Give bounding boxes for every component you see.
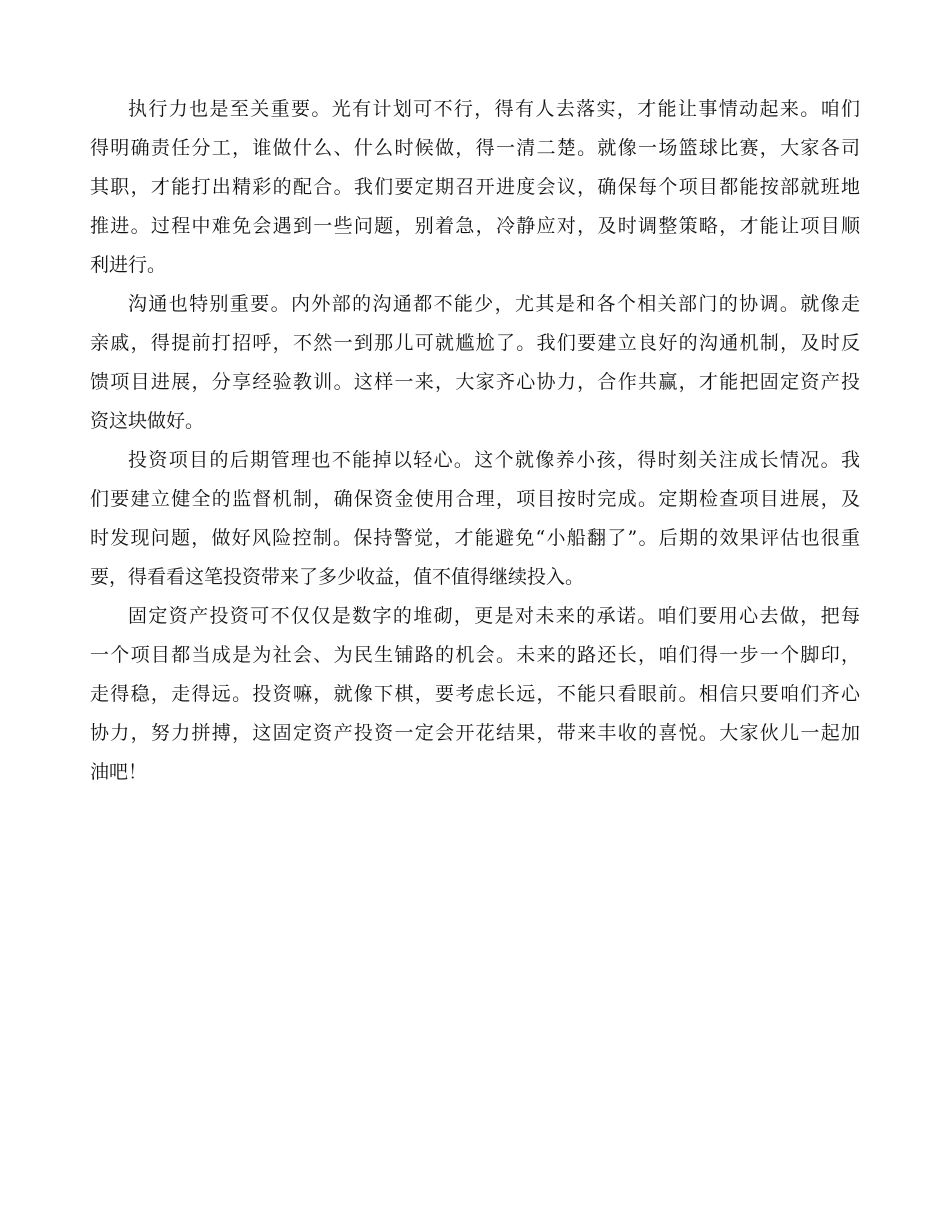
- text-line: 推进。过程中难免会遇到一些问题，别着急，冷静应对，及时调整策略，才能让项目顺: [90, 215, 860, 237]
- document-body: [90, 90, 860, 792]
- paragraph-communication: [90, 285, 860, 441]
- text-line: 走得稳，走得远。投资嘛，就像下棋，要考虑长远，不能只看眼前。相信只要咱们齐心: [90, 683, 860, 705]
- text-line: 油吧！: [90, 761, 148, 783]
- text-line: 协力，努力拼搏，这固定资产投资一定会开花结果，带来丰收的喜悦。大家伙儿一起加: [90, 722, 860, 744]
- text-line: 亲戚，得提前打招呼，不然一到那儿可就尴尬了。我们要建立良好的沟通机制，及时反: [90, 332, 860, 354]
- text-line: 要，得看看这笔投资带来了多少收益，值不值得继续投入。: [90, 566, 585, 588]
- paragraph-execution: [90, 90, 860, 285]
- text-line: 利进行。: [90, 254, 167, 276]
- text-line: 馈项目进展，分享经验教训。这样一来，大家齐心协力，合作共赢，才能把固定资产投: [90, 371, 860, 393]
- text-line: 其职，才能打出精彩的配合。我们要定期召开进度会议，确保每个项目都能按部就班地: [90, 176, 860, 198]
- text-line: 一个项目都当成是为社会、为民生铺路的机会。未来的路还长，咱们得一步一个脚印，: [90, 644, 860, 666]
- text-line: 执行力也是至关重要。光有计划可不行，得有人去落实，才能让事情动起来。咱们: [128, 98, 860, 120]
- text-line: 时发现问题，做好风险控制。保持警觉，才能避免“小船翻了”。后期的效果评估也很重: [90, 527, 860, 549]
- text-line: 得明确责任分工，谁做什么、什么时候做，得一清二楚。就像一场篮球比赛，大家各司: [90, 137, 860, 159]
- paragraph-conclusion: [90, 597, 860, 792]
- text-line: 资这块做好。: [90, 410, 205, 432]
- text-line: 固定资产投资可不仅仅是数字的堆砌，更是对未来的承诺。咱们要用心去做，把每: [128, 605, 860, 627]
- text-line: 们要建立健全的监督机制，确保资金使用合理，项目按时完成。定期检查项目进展，及: [90, 488, 860, 510]
- text-line: 投资项目的后期管理也不能掉以轻心。这个就像养小孩，得时刻关注成长情况。我: [128, 449, 860, 471]
- text-line: 沟通也特别重要。内外部的沟通都不能少，尤其是和各个相关部门的协调。就像走: [128, 293, 860, 315]
- paragraph-post-management: [90, 441, 860, 597]
